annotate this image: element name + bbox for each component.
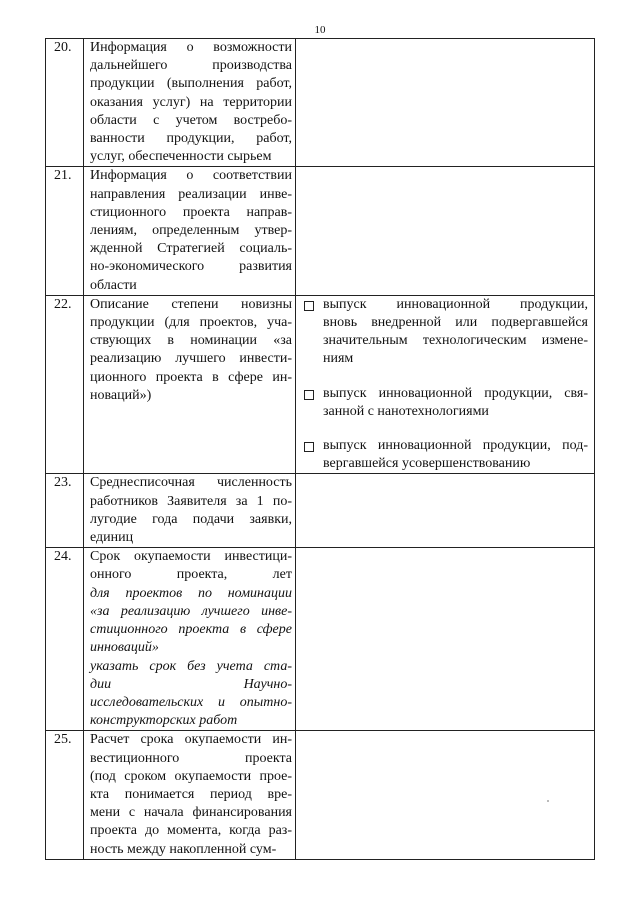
description-line: онного проекта, лет (90, 567, 292, 583)
description-line: дальнейшего производства (90, 58, 292, 74)
table-row (46, 548, 595, 731)
description-line: исследовательских и опытно- (90, 694, 292, 710)
table-row (46, 39, 595, 167)
row-value-cell (296, 295, 595, 474)
option-line: выпуск инновационной продукции, (323, 296, 588, 312)
row-description (84, 39, 296, 167)
option-line: значительным технологическим измене- (323, 333, 588, 349)
description-line: области с учетом востребо- (90, 112, 292, 128)
description-line: но-экономического развития (90, 259, 292, 275)
description-line: конструкторских работ (90, 713, 238, 729)
option-label (323, 296, 588, 369)
description-line: Информация о соответствии (90, 168, 292, 184)
description-line: работников Заявителя за 1 по- (90, 493, 292, 509)
row-number: 20. (46, 39, 84, 167)
description-line: направления реализации инве- (90, 186, 292, 202)
row-number: 23. (46, 474, 84, 548)
option-line: выпуск инновационной продукции, под- (323, 438, 588, 454)
description-line: указать срок без учета ста- (90, 658, 292, 674)
table-row (46, 167, 595, 295)
row-value-cell[interactable] (296, 39, 595, 167)
row-value-cell[interactable] (296, 167, 595, 295)
description-line: Расчет срока окупаемости ин- (90, 732, 292, 748)
row-number: 24. (46, 548, 84, 731)
description-line: мени с начала финансирования (90, 805, 292, 821)
option-line: занной с нанотехнологиями (323, 403, 489, 419)
option-line: ниям (323, 351, 354, 367)
row-number: 25. (46, 731, 84, 859)
table-row (46, 295, 595, 474)
description-line: Срок окупаемости инвестици- (90, 549, 292, 565)
description-line: оказания услуг) на территории (90, 94, 292, 110)
description-line: Среднесписочная численность (90, 475, 292, 491)
description-line: лениям, определенным утвер- (90, 223, 292, 239)
description-line: Описание степени новизны (90, 296, 292, 312)
row-number: 21. (46, 167, 84, 295)
description-line: услуг, обеспеченности сырьем (90, 149, 272, 165)
description-line: «за реализацию лучшего инве- (90, 603, 292, 619)
description-line: продукции (для проектов, уча- (90, 315, 292, 331)
row-description (84, 548, 296, 731)
option-line: вновь внедренной или подвергавшейся (323, 315, 588, 331)
row-description (84, 731, 296, 859)
table-row (46, 474, 595, 548)
checkbox-icon[interactable] (304, 301, 314, 311)
row-value-cell[interactable] (296, 731, 595, 859)
description-line: вестиционного проекта (90, 750, 292, 766)
option-line: выпуск инновационной продукции, свя- (323, 385, 588, 401)
description-line: новаций») (90, 387, 152, 403)
description-line: единиц (90, 530, 134, 546)
checkbox-icon[interactable] (304, 390, 314, 400)
row-description (84, 167, 296, 295)
description-line: ность между накопленной сум- (90, 841, 277, 857)
row-value-cell[interactable] (296, 548, 595, 731)
description-line: стиционного проекта в сфере (90, 622, 292, 638)
description-line: ционного проекта в сфере ин- (90, 369, 292, 385)
page-number: 10 (314, 24, 326, 36)
option-line: вергавшейся усовершенствованию (323, 456, 531, 472)
description-line: кта понимается период вре- (90, 786, 292, 802)
novelty-option[interactable] (304, 385, 588, 421)
row-description (84, 295, 296, 474)
description-line: стиционного проекта направ- (90, 204, 292, 220)
description-line: дии Научно- (90, 676, 292, 692)
description-line: Информация о возможности (90, 40, 292, 55)
table-row (46, 731, 595, 859)
description-line: проекта до момента, когда раз- (90, 823, 292, 839)
description-line: реализацию лучшего инвести- (90, 351, 292, 367)
description-line: инноваций» (90, 640, 159, 656)
description-line: для проектов по номинации (90, 585, 292, 601)
description-line: (под сроком окупаемости прое- (90, 768, 292, 784)
scan-speck (547, 800, 549, 802)
option-label (323, 437, 588, 473)
row-number: 22. (46, 295, 84, 474)
option-label (323, 385, 588, 421)
description-line: ствующих в номинации «за (90, 333, 292, 349)
description-line: лугодие года подачи заявки, (90, 511, 292, 527)
checkbox-icon[interactable] (304, 442, 314, 452)
novelty-option[interactable] (304, 296, 588, 369)
novelty-option[interactable] (304, 437, 588, 473)
description-line: жденной Стратегией социаль- (90, 241, 292, 257)
row-description (84, 474, 296, 548)
row-value-cell[interactable] (296, 474, 595, 548)
description-line: ванности продукции, работ, (90, 131, 292, 147)
description-line: продукции (выполнения работ, (90, 76, 292, 92)
application-form-table (45, 38, 595, 860)
description-line: области (90, 277, 137, 293)
form-table-body (46, 39, 595, 860)
